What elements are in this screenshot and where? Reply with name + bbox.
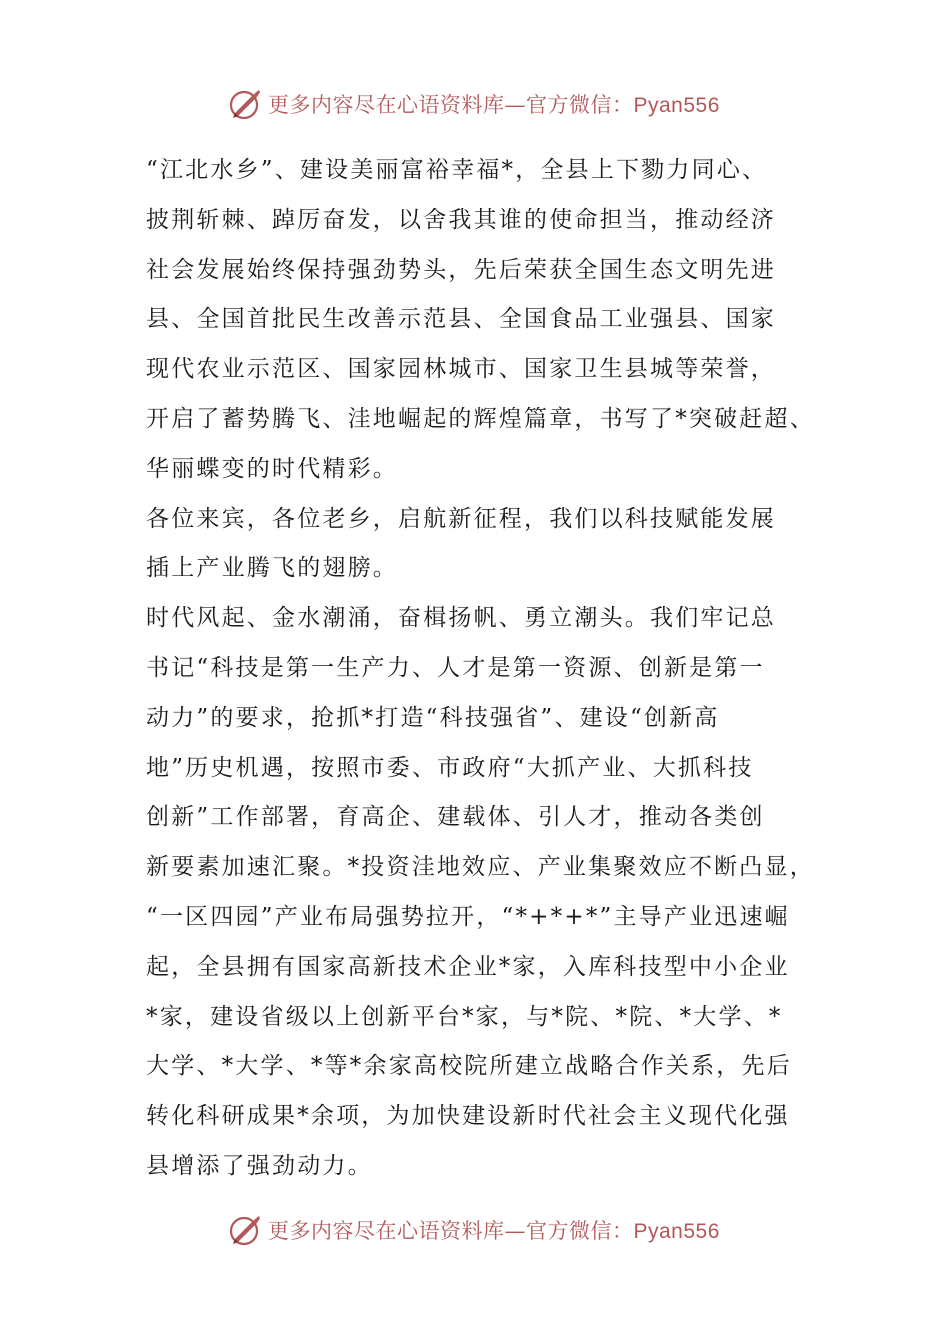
header-watermark-text: 更多内容尽在心语资料库—官方微信：Pyan556 [268, 93, 720, 117]
text-line: 县增添了强劲动力。 [146, 1152, 373, 1179]
footer-watermark-banner [228, 1210, 748, 1250]
text-line: 县、全国首批民生改善示范县、全国食品工业强县、国家 [146, 306, 776, 333]
text-line: 动力”的要求，抢抓*打造“科技强省”、建设“创新高 [146, 704, 720, 731]
pen-logo-icon [228, 1213, 262, 1247]
text-line: 华丽蝶变的时代精彩。 [146, 455, 398, 482]
text-line: “一区四园”产业布局强势拉开，“*+*+*”主导产业迅速崛 [146, 903, 790, 930]
footer-watermark-text: 更多内容尽在心语资料库—官方微信：Pyan556 [268, 1219, 720, 1243]
header-watermark-banner [228, 84, 748, 124]
wechat-id: Pyan556 [633, 1220, 720, 1243]
text-line: “江北水乡”、建设美丽富裕幸福*，全县上下勠力同心、 [146, 157, 768, 183]
text-line: 转化科研成果*余项，为加快建设新时代社会主义现代化强 [146, 1103, 790, 1130]
text-line: 书记“科技是第一生产力、人才是第一资源、创新是第一 [146, 654, 765, 681]
text-line: 起，全县拥有国家高新技术企业*家，入库科技型中小企业 [146, 953, 790, 980]
text-line: 社会发展始终保持强劲势头，先后荣获全国生态文明先进 [146, 256, 776, 283]
text-line: 大学、*大学、*等*余家高校院所建立战略合作关系，先后 [146, 1053, 792, 1080]
text-line: 开启了蓄势腾飞、洼地崛起的辉煌篇章，书写了*突破赶超、 [146, 405, 815, 432]
text-line: 地”历史机遇，按照市委、市政府“大抓产业、大抓科技 [146, 754, 754, 781]
document-body [146, 146, 846, 1192]
text-line: *家，建设省级以上创新平台*家，与*院、*院、*大学、* [146, 1003, 783, 1030]
wechat-id: Pyan556 [633, 94, 720, 117]
text-line: 各位来宾，各位老乡，启航新征程，我们以科技赋能发展 [146, 505, 776, 532]
text-line: 披荆斩棘、踔厉奋发，以舍我其谁的使命担当，推动经济 [146, 206, 776, 233]
text-line: 时代风起、金水潮涌，奋楫扬帆、勇立潮头。我们牢记总 [146, 605, 776, 632]
text-line: 插上产业腾飞的翅膀。 [146, 555, 398, 582]
text-line: 现代农业示范区、国家园林城市、国家卫生县城等荣誉， [146, 356, 776, 383]
pen-logo-icon [228, 87, 262, 121]
text-line: 新要素加速汇聚。*投资洼地效应、产业集聚效应不断凸显， [146, 854, 815, 881]
text-line: 创新”工作部署，育高企、建载体、引人才，推动各类创 [146, 804, 765, 831]
